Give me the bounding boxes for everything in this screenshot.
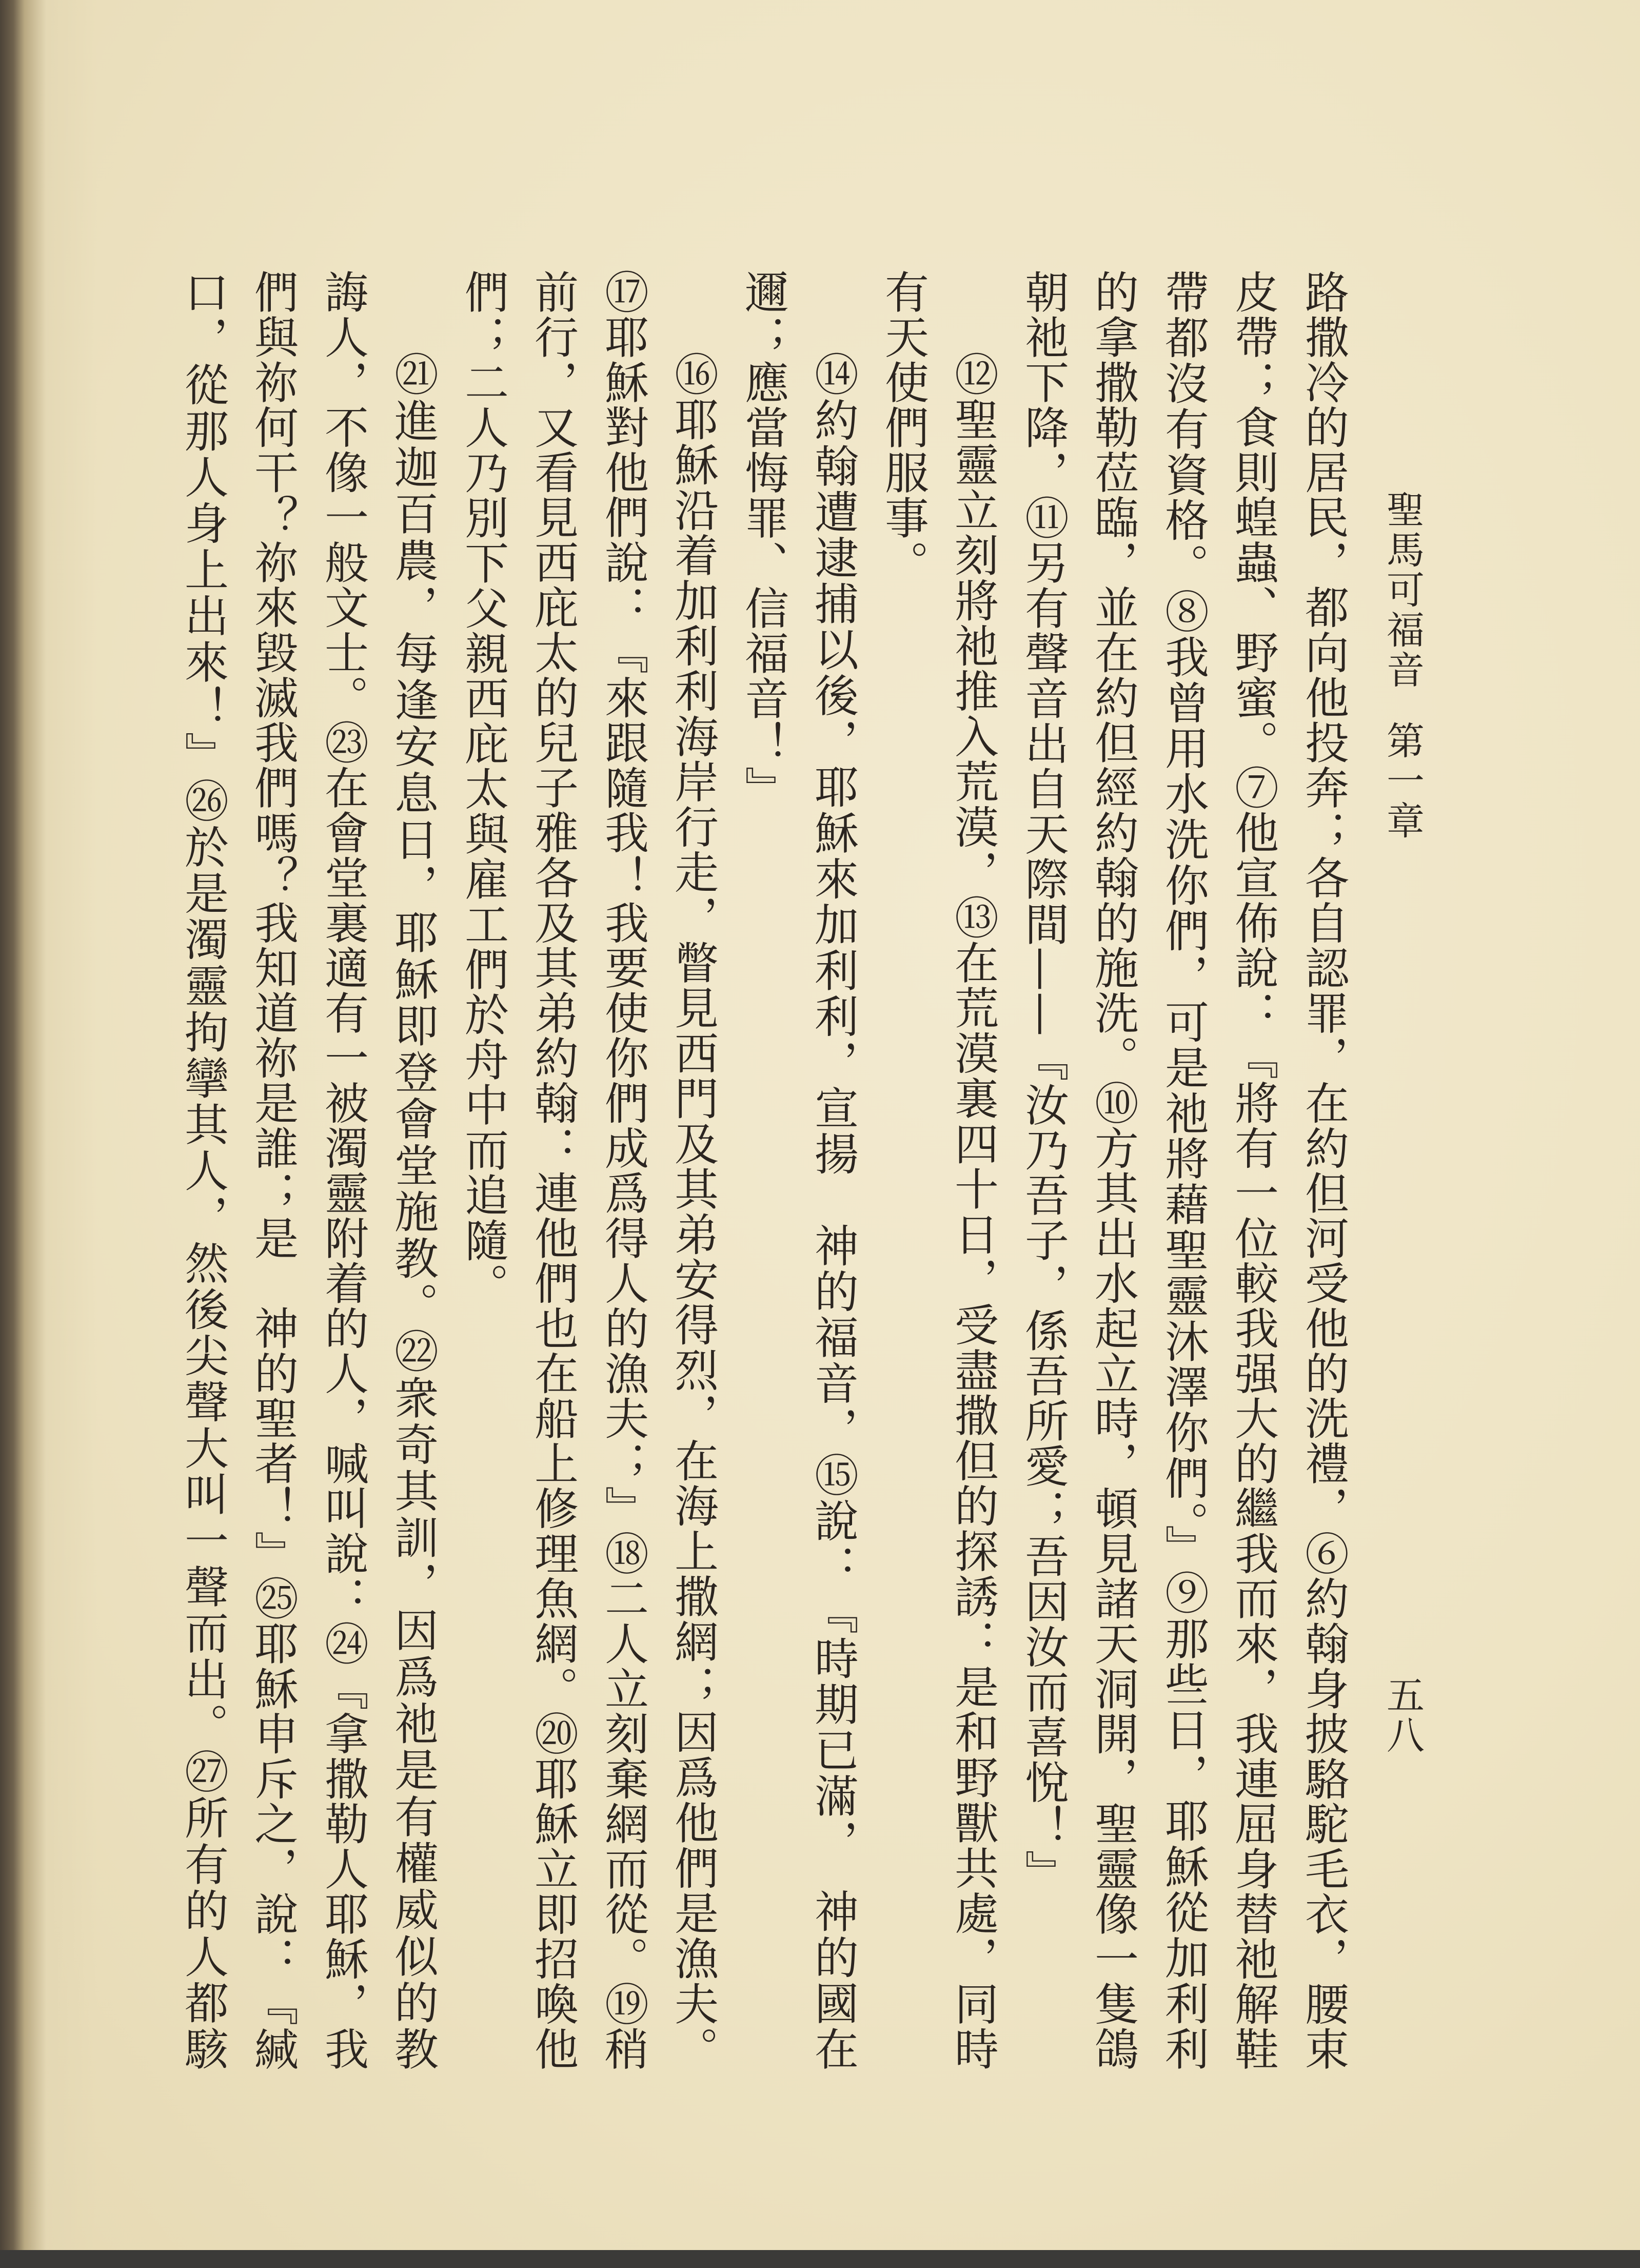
text-column-paragraph-start: ⑫聖靈立刻將祂推入荒漠，⑬在荒漠裏四十日，受盡撒但的探誘：是和野獸共處，同時: [947, 351, 998, 2070]
text-column: 有天使們服事。: [877, 269, 928, 585]
text-column: ⑰耶穌對他們說：『來跟隨我！我要使你們成爲得人的漁夫；』⑱二人立刻棄網而從。⑲稍: [597, 269, 648, 2070]
text-column: 的拿撒勒莅臨，並在約但經約翰的施洗。⑩方其出水起立時，頓見諸天洞開，聖靈像一隻鴿: [1087, 269, 1138, 2070]
text-column: 前行，又看見西庇太的兒子雅各及其弟約翰：連他們也在船上修理魚網。⑳耶穌立即招喚他: [527, 269, 578, 2070]
scan-bottom-edge: [0, 2250, 1640, 2268]
text-column: 帶都沒有資格。⑧我曾用水洗你們，可是祂將藉聖靈沐澤你們。』⑨那些日，耶穌從加利利: [1157, 269, 1209, 2070]
running-header-book-title: 聖馬可福音: [1380, 490, 1425, 690]
text-column-paragraph-start: ㉑進迦百農，每逢安息日，耶穌即登會堂施教。㉒衆奇其訓，因爲祂是有權威似的教: [387, 351, 438, 2070]
page-number: 五八: [1380, 1675, 1425, 1755]
text-column: 皮帶；食則蝗蟲、野蜜。⑦他宣佈說：『將有一位較我强大的繼我而來，我連屈身替祂解鞋: [1227, 269, 1278, 2070]
running-header-chapter: 第一章: [1380, 721, 1425, 841]
text-column: 們與祢何干？祢來毀滅我們嗎？我知道祢是誰；是 神的聖者！』㉕耶穌申斥之，說：『緘: [247, 269, 298, 2070]
text-column: 路撒冷的居民，都向他投奔；各自認罪，在約但河受他的洗禮，⑥約翰身披駱駝毛衣，腰束: [1297, 269, 1349, 2070]
text-column: 邇；應當悔罪、信福音！』: [737, 269, 788, 811]
text-column-paragraph-start: ⑭約翰遭逮捕以後，耶穌來加利利，宣揚 神的福音，⑮說：『時期已滿， 神的國在: [807, 351, 858, 2070]
text-column: 朝祂下降，⑪另有聲音出自天際間——『汝乃吾子，係吾所愛；吾因汝而喜悅！』: [1017, 269, 1069, 1895]
text-column-paragraph-start: ⑯耶穌沿着加利利海岸行走，瞥見西門及其弟安得烈，在海上撒網；因爲他們是漁夫。: [667, 351, 718, 2070]
binding-shadow: [0, 0, 97, 2250]
text-column: 誨人，不像一般文士。㉓在會堂裏適有一被濁靈附着的人，喊叫說：㉔『拿撒勒人耶穌，我: [317, 269, 368, 2070]
text-column: 們；二人乃別下父親西庇太與雇工們於舟中而追隨。: [457, 269, 508, 1308]
text-column: 口，從那人身上出來！』㉖於是濁靈拘攣其人，然後尖聲大叫一聲而出。㉗所有的人都駭: [177, 269, 228, 2070]
